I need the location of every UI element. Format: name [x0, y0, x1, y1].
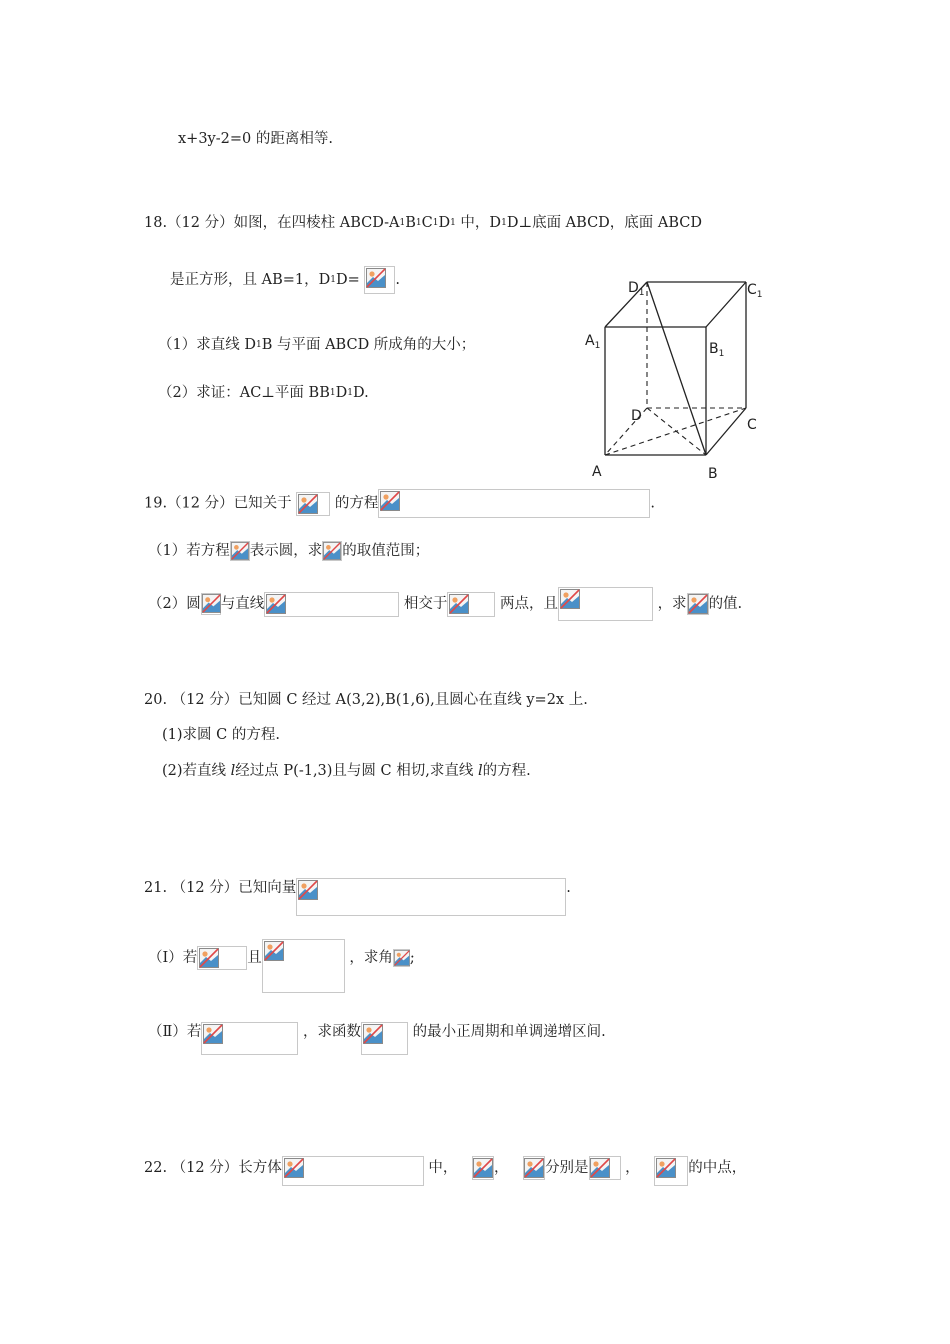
formula-image-icon: [197, 946, 247, 970]
label-B: B: [708, 466, 718, 482]
formula-image-icon: [364, 266, 395, 294]
q21-part2: （Ⅱ）若 ，求函数 的最小正周期和单调递增区间.: [148, 1022, 606, 1055]
formula-image-icon: [296, 878, 566, 916]
q21-stem: 21. （12 分）已知向量 .: [144, 878, 571, 916]
formula-image-icon: [296, 492, 330, 516]
formula-image-icon: [654, 1156, 688, 1186]
formula-image-icon: [322, 541, 342, 561]
label-A: A: [592, 464, 602, 480]
formula-image-icon: [523, 1156, 545, 1180]
q18-part1: （1）求直线 D1B 与平面 ABCD 所成角的大小；: [158, 337, 476, 353]
formula-image-icon: [393, 949, 410, 967]
formula-image-icon: [378, 489, 650, 518]
formula-image-icon: [282, 1156, 424, 1186]
formula-image-icon: [447, 592, 495, 617]
q18-stem-line2: 是正方形，且 AB=1，D1D= .: [170, 266, 400, 294]
q18-stem-line1: 18.（12 分）如图，在四棱柱 ABCD-A1B1C1D1 中，D1D⊥底面 ABCD，底面 ABCD: [144, 215, 703, 231]
q17-tail: x+3y-2=0 的距离相等.: [178, 131, 333, 147]
formula-image-icon: [201, 1022, 298, 1055]
q18-part2: （2）求证：AC⊥平面 BB1D1D.: [158, 385, 369, 401]
q20-stem: 20. （12 分）已知圆 C 经过 A(3,2),B(1,6),且圆心在直线 y=2x 上.: [144, 692, 588, 708]
prism-figure: [580, 272, 780, 487]
formula-image-icon: [201, 593, 221, 615]
formula-image-icon: [687, 593, 709, 615]
formula-image-icon: [361, 1022, 408, 1055]
q20-part2: (2)若直线 l经过点 P(-1,3)且与圆 C 相切,求直线 l的方程.: [162, 763, 531, 779]
q22-stem: 22. （12 分）长方体 中， ， 分别是 ， 的中点，: [144, 1156, 746, 1186]
q19-stem: 19.（12 分）已知关于 的方程 .: [144, 489, 655, 518]
formula-image-icon: [230, 541, 250, 561]
label-D1: $D_1$: [628, 280, 645, 298]
formula-image-icon: [262, 939, 345, 993]
q19-part1: （1）若方程 表示圆，求 的取值范围；: [148, 543, 430, 559]
label-B1: $B_1$: [709, 341, 725, 359]
label-C: C: [747, 417, 757, 433]
q19-part2: （2）圆 与直线 相交于 两点，且 ，求 的值.: [148, 587, 742, 621]
label-D: D: [631, 408, 642, 424]
formula-image-icon: [472, 1156, 494, 1180]
label-A1: $A_1$: [585, 333, 601, 351]
q21-part1: （Ⅰ）若 且 ，求角 ;: [148, 946, 415, 993]
formula-image-icon: [558, 587, 653, 621]
formula-image-icon: [264, 592, 399, 617]
q20-part1: (1)求圆 C 的方程.: [162, 727, 280, 743]
label-C1: $C_1$: [747, 282, 763, 300]
formula-image-icon: [589, 1156, 621, 1180]
